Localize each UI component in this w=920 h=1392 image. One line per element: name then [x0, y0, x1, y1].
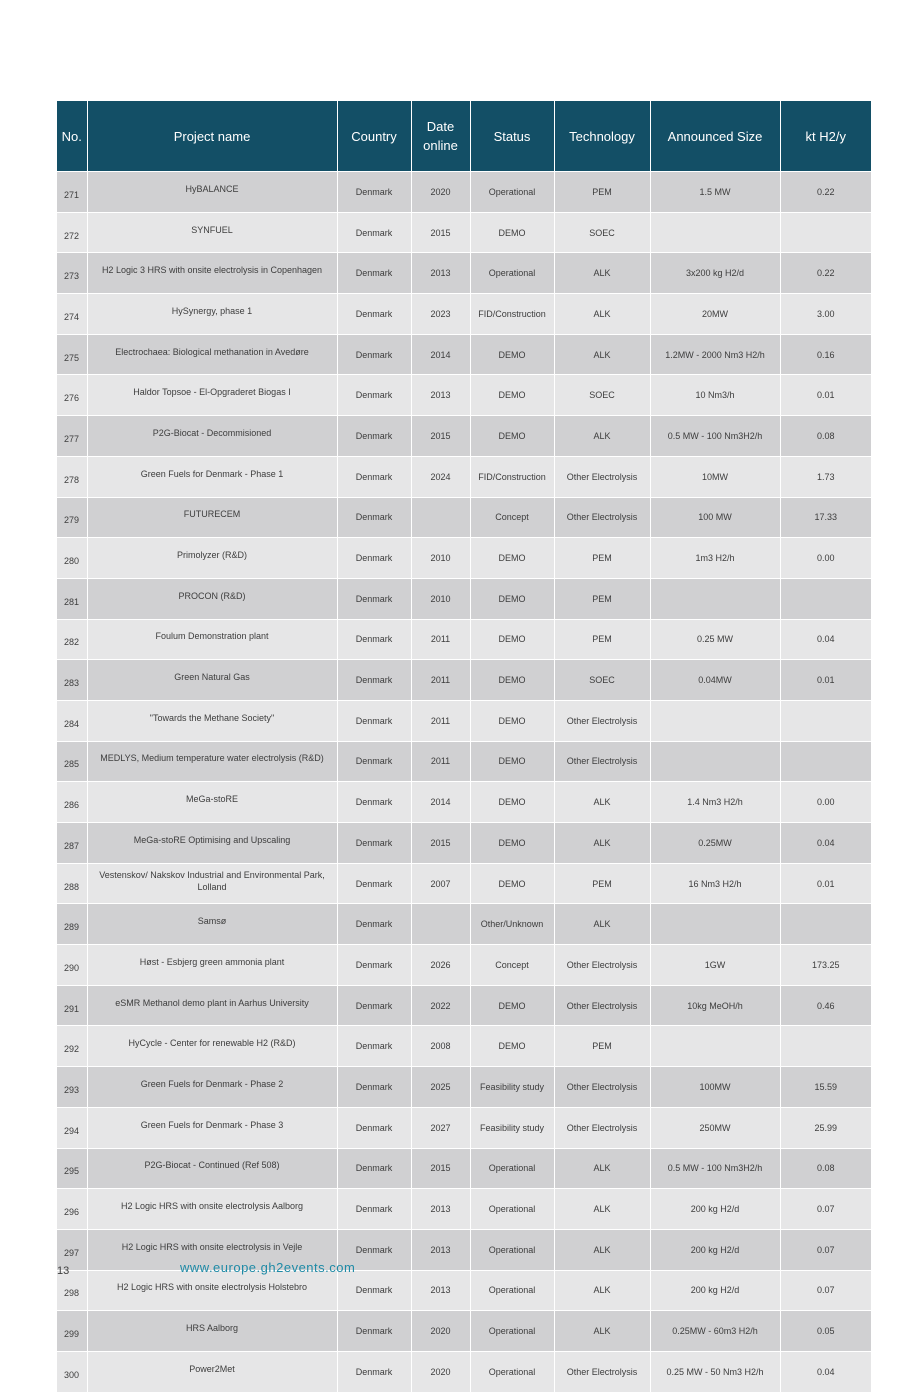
- cell-number: 278: [57, 456, 87, 497]
- cell-country: Denmark: [337, 863, 411, 904]
- cell-number: 286: [57, 782, 87, 823]
- header-kt-h2-per-year: kt H2/y: [780, 101, 871, 172]
- cell-number: 276: [57, 375, 87, 416]
- cell-country: Denmark: [337, 741, 411, 782]
- cell-kt-h2-per-year: 3.00: [780, 294, 871, 335]
- cell-announced-size: 0.04MW: [650, 660, 780, 701]
- cell-status: Operational: [470, 1270, 554, 1311]
- cell-technology: ALK: [554, 1311, 650, 1352]
- table-row: [57, 782, 871, 823]
- cell-country: Denmark: [337, 1351, 411, 1391]
- cell-technology: SOEC: [554, 212, 650, 253]
- cell-date-online: 2013: [411, 1270, 470, 1311]
- cell-project-name: SYNFUEL: [87, 212, 337, 253]
- cell-status: DEMO: [470, 700, 554, 741]
- cell-project-name: Haldor Topsoe - El-Opgraderet Biogas I: [87, 375, 337, 416]
- cell-announced-size: 1.4 Nm3 H2/h: [650, 782, 780, 823]
- cell-number: 274: [57, 294, 87, 335]
- cell-number: 300: [57, 1351, 87, 1391]
- cell-number: 271: [57, 172, 87, 213]
- projects-table: [57, 101, 871, 1392]
- cell-status: Feasibility study: [470, 1067, 554, 1108]
- cell-date-online: 2022: [411, 985, 470, 1026]
- cell-project-name: FUTURECEM: [87, 497, 337, 538]
- cell-country: Denmark: [337, 904, 411, 945]
- cell-status: DEMO: [470, 741, 554, 782]
- table-row: [57, 945, 871, 986]
- cell-announced-size: [650, 700, 780, 741]
- cell-project-name: Green Fuels for Denmark - Phase 3: [87, 1107, 337, 1148]
- cell-announced-size: 1.5 MW: [650, 172, 780, 213]
- cell-date-online: 2011: [411, 619, 470, 660]
- cell-technology: Other Electrolysis: [554, 1351, 650, 1391]
- cell-country: Denmark: [337, 416, 411, 457]
- cell-project-name: Foulum Demonstration plant: [87, 619, 337, 660]
- cell-technology: ALK: [554, 823, 650, 864]
- cell-project-name: HyBALANCE: [87, 172, 337, 213]
- cell-kt-h2-per-year: 0.01: [780, 660, 871, 701]
- cell-country: Denmark: [337, 1229, 411, 1270]
- cell-announced-size: 100MW: [650, 1067, 780, 1108]
- cell-kt-h2-per-year: 0.01: [780, 863, 871, 904]
- cell-country: Denmark: [337, 1067, 411, 1108]
- cell-date-online: 2010: [411, 538, 470, 579]
- cell-project-name: HRS Aalborg: [87, 1311, 337, 1352]
- cell-number: 282: [57, 619, 87, 660]
- cell-status: Operational: [470, 172, 554, 213]
- cell-kt-h2-per-year: [780, 578, 871, 619]
- cell-country: Denmark: [337, 1107, 411, 1148]
- cell-kt-h2-per-year: 0.07: [780, 1189, 871, 1230]
- cell-number: 285: [57, 741, 87, 782]
- table-row: [57, 1107, 871, 1148]
- cell-number: 277: [57, 416, 87, 457]
- cell-status: FID/Construction: [470, 294, 554, 335]
- table-row: [57, 741, 871, 782]
- cell-kt-h2-per-year: 0.05: [780, 1311, 871, 1352]
- cell-announced-size: [650, 212, 780, 253]
- cell-kt-h2-per-year: 0.04: [780, 619, 871, 660]
- table-row: [57, 700, 871, 741]
- website-link[interactable]: www.europe.gh2events.com: [180, 1260, 356, 1275]
- cell-project-name: MEDLYS, Medium temperature water electrolysis (R&D): [87, 741, 337, 782]
- cell-date-online: 2013: [411, 253, 470, 294]
- cell-project-name: Power2Met: [87, 1351, 337, 1391]
- cell-project-name: Electrochaea: Biological methanation in Avedøre: [87, 334, 337, 375]
- cell-kt-h2-per-year: 25.99: [780, 1107, 871, 1148]
- cell-number: 294: [57, 1107, 87, 1148]
- cell-technology: Other Electrolysis: [554, 497, 650, 538]
- cell-kt-h2-per-year: 0.00: [780, 782, 871, 823]
- cell-date-online: 2010: [411, 578, 470, 619]
- cell-number: 283: [57, 660, 87, 701]
- cell-kt-h2-per-year: 1.73: [780, 456, 871, 497]
- table-row: [57, 538, 871, 579]
- cell-announced-size: [650, 741, 780, 782]
- table-row: [57, 294, 871, 335]
- cell-date-online: 2025: [411, 1067, 470, 1108]
- cell-date-online: 2020: [411, 1311, 470, 1352]
- cell-kt-h2-per-year: [780, 700, 871, 741]
- cell-country: Denmark: [337, 334, 411, 375]
- header-technology: Technology: [554, 101, 650, 172]
- cell-country: Denmark: [337, 700, 411, 741]
- cell-status: DEMO: [470, 619, 554, 660]
- cell-date-online: 2014: [411, 334, 470, 375]
- cell-announced-size: 10 Nm3/h: [650, 375, 780, 416]
- cell-technology: ALK: [554, 294, 650, 335]
- cell-status: DEMO: [470, 212, 554, 253]
- cell-status: Operational: [470, 1189, 554, 1230]
- cell-technology: Other Electrolysis: [554, 741, 650, 782]
- cell-announced-size: 1GW: [650, 945, 780, 986]
- cell-kt-h2-per-year: 17.33: [780, 497, 871, 538]
- cell-technology: PEM: [554, 172, 650, 213]
- cell-number: 280: [57, 538, 87, 579]
- cell-announced-size: 0.25MW - 60m3 H2/h: [650, 1311, 780, 1352]
- cell-project-name: MeGa-stoRE: [87, 782, 337, 823]
- cell-project-name: Primolyzer (R&D): [87, 538, 337, 579]
- cell-kt-h2-per-year: 0.04: [780, 1351, 871, 1391]
- cell-country: Denmark: [337, 619, 411, 660]
- table-row: [57, 456, 871, 497]
- table-row: [57, 212, 871, 253]
- cell-announced-size: 200 kg H2/d: [650, 1229, 780, 1270]
- cell-technology: ALK: [554, 1229, 650, 1270]
- cell-country: Denmark: [337, 945, 411, 986]
- table-row: [57, 904, 871, 945]
- table-row: [57, 1026, 871, 1067]
- header-status: Status: [470, 101, 554, 172]
- header-date-online: Date online: [411, 101, 470, 172]
- cell-country: Denmark: [337, 172, 411, 213]
- cell-country: Denmark: [337, 294, 411, 335]
- cell-status: DEMO: [470, 416, 554, 457]
- cell-status: Operational: [470, 1311, 554, 1352]
- cell-project-name: Green Fuels for Denmark - Phase 2: [87, 1067, 337, 1108]
- cell-status: DEMO: [470, 660, 554, 701]
- cell-technology: ALK: [554, 253, 650, 294]
- cell-date-online: 2015: [411, 416, 470, 457]
- cell-country: Denmark: [337, 1148, 411, 1189]
- cell-country: Denmark: [337, 456, 411, 497]
- cell-status: Other/Unknown: [470, 904, 554, 945]
- header-announced-size: Announced Size: [650, 101, 780, 172]
- cell-number: 299: [57, 1311, 87, 1352]
- cell-date-online: 2015: [411, 1148, 470, 1189]
- cell-kt-h2-per-year: 0.22: [780, 253, 871, 294]
- header-country: Country: [337, 101, 411, 172]
- cell-announced-size: [650, 578, 780, 619]
- table-row: [57, 619, 871, 660]
- cell-project-name: Høst - Esbjerg green ammonia plant: [87, 945, 337, 986]
- cell-number: 287: [57, 823, 87, 864]
- cell-status: Operational: [470, 253, 554, 294]
- cell-country: Denmark: [337, 1026, 411, 1067]
- cell-status: Operational: [470, 1229, 554, 1270]
- header-row: [57, 101, 871, 172]
- cell-technology: ALK: [554, 416, 650, 457]
- table-row: [57, 1067, 871, 1108]
- cell-kt-h2-per-year: 0.08: [780, 1148, 871, 1189]
- cell-number: 288: [57, 863, 87, 904]
- cell-kt-h2-per-year: 0.22: [780, 172, 871, 213]
- cell-kt-h2-per-year: [780, 741, 871, 782]
- table-row: [57, 863, 871, 904]
- table-header: [57, 101, 871, 172]
- cell-status: DEMO: [470, 1026, 554, 1067]
- cell-announced-size: 250MW: [650, 1107, 780, 1148]
- cell-number: 289: [57, 904, 87, 945]
- cell-kt-h2-per-year: 0.00: [780, 538, 871, 579]
- cell-status: DEMO: [470, 985, 554, 1026]
- table-body: [57, 172, 871, 1392]
- cell-country: Denmark: [337, 823, 411, 864]
- cell-status: Operational: [470, 1148, 554, 1189]
- cell-country: Denmark: [337, 985, 411, 1026]
- cell-date-online: 2015: [411, 823, 470, 864]
- cell-number: 292: [57, 1026, 87, 1067]
- cell-announced-size: 0.25 MW - 50 Nm3 H2/h: [650, 1351, 780, 1391]
- cell-date-online: [411, 497, 470, 538]
- header-number: No.: [57, 101, 87, 172]
- cell-date-online: 2013: [411, 375, 470, 416]
- cell-technology: SOEC: [554, 660, 650, 701]
- table-row: [57, 334, 871, 375]
- cell-technology: ALK: [554, 1148, 650, 1189]
- header-project-name: Project name: [87, 101, 337, 172]
- cell-project-name: MeGa-stoRE Optimising and Upscaling: [87, 823, 337, 864]
- cell-kt-h2-per-year: 0.04: [780, 823, 871, 864]
- cell-date-online: 2008: [411, 1026, 470, 1067]
- cell-project-name: P2G-Biocat - Decommisioned: [87, 416, 337, 457]
- cell-country: Denmark: [337, 578, 411, 619]
- cell-country: Denmark: [337, 1311, 411, 1352]
- cell-country: Denmark: [337, 538, 411, 579]
- cell-status: FID/Construction: [470, 456, 554, 497]
- cell-kt-h2-per-year: 15.59: [780, 1067, 871, 1108]
- projects-table-container: [57, 101, 871, 1392]
- cell-technology: Other Electrolysis: [554, 1107, 650, 1148]
- table-row: [57, 985, 871, 1026]
- cell-technology: Other Electrolysis: [554, 1067, 650, 1108]
- table-row: [57, 253, 871, 294]
- cell-date-online: 2026: [411, 945, 470, 986]
- cell-project-name: Samsø: [87, 904, 337, 945]
- cell-project-name: P2G-Biocat - Continued (Ref 508): [87, 1148, 337, 1189]
- cell-country: Denmark: [337, 782, 411, 823]
- table-row: [57, 497, 871, 538]
- page-number: 13: [57, 1265, 70, 1277]
- cell-date-online: 2014: [411, 782, 470, 823]
- cell-kt-h2-per-year: 0.07: [780, 1229, 871, 1270]
- cell-project-name: "Towards the Methane Society": [87, 700, 337, 741]
- cell-announced-size: 10MW: [650, 456, 780, 497]
- cell-technology: ALK: [554, 1189, 650, 1230]
- cell-project-name: Vestenskov/ Nakskov Industrial and Environmental Park, Lolland: [87, 863, 337, 904]
- cell-project-name: PROCON (R&D): [87, 578, 337, 619]
- cell-date-online: 2024: [411, 456, 470, 497]
- cell-number: 281: [57, 578, 87, 619]
- table-row: [57, 1311, 871, 1352]
- cell-announced-size: 20MW: [650, 294, 780, 335]
- cell-technology: Other Electrolysis: [554, 456, 650, 497]
- cell-status: DEMO: [470, 782, 554, 823]
- table-row: [57, 1270, 871, 1311]
- cell-announced-size: 16 Nm3 H2/h: [650, 863, 780, 904]
- cell-technology: ALK: [554, 782, 650, 823]
- cell-announced-size: 200 kg H2/d: [650, 1270, 780, 1311]
- table-row: [57, 660, 871, 701]
- cell-country: Denmark: [337, 660, 411, 701]
- cell-project-name: Green Natural Gas: [87, 660, 337, 701]
- cell-project-name: H2 Logic 3 HRS with onsite electrolysis in Copenhagen: [87, 253, 337, 294]
- cell-announced-size: 0.25 MW: [650, 619, 780, 660]
- cell-status: DEMO: [470, 538, 554, 579]
- cell-date-online: [411, 904, 470, 945]
- cell-country: Denmark: [337, 212, 411, 253]
- cell-number: 298: [57, 1270, 87, 1311]
- cell-announced-size: [650, 904, 780, 945]
- table-row: [57, 578, 871, 619]
- cell-country: Denmark: [337, 1189, 411, 1230]
- cell-status: Feasibility study: [470, 1107, 554, 1148]
- cell-status: Concept: [470, 497, 554, 538]
- cell-project-name: Green Fuels for Denmark - Phase 1: [87, 456, 337, 497]
- cell-status: Operational: [470, 1351, 554, 1391]
- cell-country: Denmark: [337, 1270, 411, 1311]
- cell-number: 293: [57, 1067, 87, 1108]
- cell-technology: Other Electrolysis: [554, 945, 650, 986]
- cell-technology: PEM: [554, 538, 650, 579]
- table-row: [57, 1351, 871, 1391]
- cell-number: 275: [57, 334, 87, 375]
- table-row: [57, 823, 871, 864]
- cell-number: 296: [57, 1189, 87, 1230]
- cell-kt-h2-per-year: 0.08: [780, 416, 871, 457]
- cell-number: 273: [57, 253, 87, 294]
- cell-number: 290: [57, 945, 87, 986]
- cell-kt-h2-per-year: 0.16: [780, 334, 871, 375]
- cell-country: Denmark: [337, 497, 411, 538]
- cell-announced-size: 1m3 H2/h: [650, 538, 780, 579]
- cell-technology: PEM: [554, 1026, 650, 1067]
- cell-technology: SOEC: [554, 375, 650, 416]
- cell-technology: ALK: [554, 1270, 650, 1311]
- cell-status: DEMO: [470, 823, 554, 864]
- cell-announced-size: 100 MW: [650, 497, 780, 538]
- cell-kt-h2-per-year: 0.01: [780, 375, 871, 416]
- cell-technology: Other Electrolysis: [554, 700, 650, 741]
- cell-project-name: H2 Logic HRS with onsite electrolysis Holstebro: [87, 1270, 337, 1311]
- cell-number: 279: [57, 497, 87, 538]
- cell-status: DEMO: [470, 863, 554, 904]
- cell-technology: PEM: [554, 619, 650, 660]
- cell-status: DEMO: [470, 375, 554, 416]
- cell-kt-h2-per-year: [780, 904, 871, 945]
- cell-date-online: 2011: [411, 741, 470, 782]
- cell-status: Concept: [470, 945, 554, 986]
- cell-announced-size: 3x200 kg H2/d: [650, 253, 780, 294]
- table-row: [57, 172, 871, 213]
- table-row: [57, 416, 871, 457]
- cell-kt-h2-per-year: 173.25: [780, 945, 871, 986]
- cell-technology: ALK: [554, 904, 650, 945]
- cell-project-name: eSMR Methanol demo plant in Aarhus University: [87, 985, 337, 1026]
- cell-kt-h2-per-year: [780, 1026, 871, 1067]
- cell-country: Denmark: [337, 375, 411, 416]
- cell-date-online: 2020: [411, 172, 470, 213]
- cell-project-name: H2 Logic HRS with onsite electrolysis in Vejle: [87, 1229, 337, 1270]
- cell-date-online: 2015: [411, 212, 470, 253]
- cell-date-online: 2027: [411, 1107, 470, 1148]
- cell-announced-size: 200 kg H2/d: [650, 1189, 780, 1230]
- table-row: [57, 375, 871, 416]
- cell-kt-h2-per-year: [780, 212, 871, 253]
- cell-announced-size: 1.2MW - 2000 Nm3 H2/h: [650, 334, 780, 375]
- cell-country: Denmark: [337, 253, 411, 294]
- cell-announced-size: 0.5 MW - 100 Nm3H2/h: [650, 1148, 780, 1189]
- cell-status: DEMO: [470, 578, 554, 619]
- cell-number: 291: [57, 985, 87, 1026]
- cell-announced-size: 0.5 MW - 100 Nm3H2/h: [650, 416, 780, 457]
- cell-project-name: H2 Logic HRS with onsite electrolysis Aalborg: [87, 1189, 337, 1230]
- cell-technology: ALK: [554, 334, 650, 375]
- cell-number: 284: [57, 700, 87, 741]
- cell-status: DEMO: [470, 334, 554, 375]
- cell-technology: Other Electrolysis: [554, 985, 650, 1026]
- cell-announced-size: [650, 1026, 780, 1067]
- cell-date-online: 2013: [411, 1229, 470, 1270]
- cell-number: 297: [57, 1229, 87, 1270]
- cell-announced-size: 0.25MW: [650, 823, 780, 864]
- cell-date-online: 2011: [411, 660, 470, 701]
- cell-date-online: 2011: [411, 700, 470, 741]
- table-row: [57, 1148, 871, 1189]
- cell-date-online: 2013: [411, 1189, 470, 1230]
- cell-number: 272: [57, 212, 87, 253]
- cell-kt-h2-per-year: 0.46: [780, 985, 871, 1026]
- cell-number: 295: [57, 1148, 87, 1189]
- table-row: [57, 1189, 871, 1230]
- cell-project-name: HySynergy, phase 1: [87, 294, 337, 335]
- cell-project-name: HyCycle - Center for renewable H2 (R&D): [87, 1026, 337, 1067]
- cell-date-online: 2007: [411, 863, 470, 904]
- cell-date-online: 2023: [411, 294, 470, 335]
- cell-technology: PEM: [554, 578, 650, 619]
- cell-date-online: 2020: [411, 1351, 470, 1391]
- cell-announced-size: 10kg MeOH/h: [650, 985, 780, 1026]
- cell-kt-h2-per-year: 0.07: [780, 1270, 871, 1311]
- cell-technology: PEM: [554, 863, 650, 904]
